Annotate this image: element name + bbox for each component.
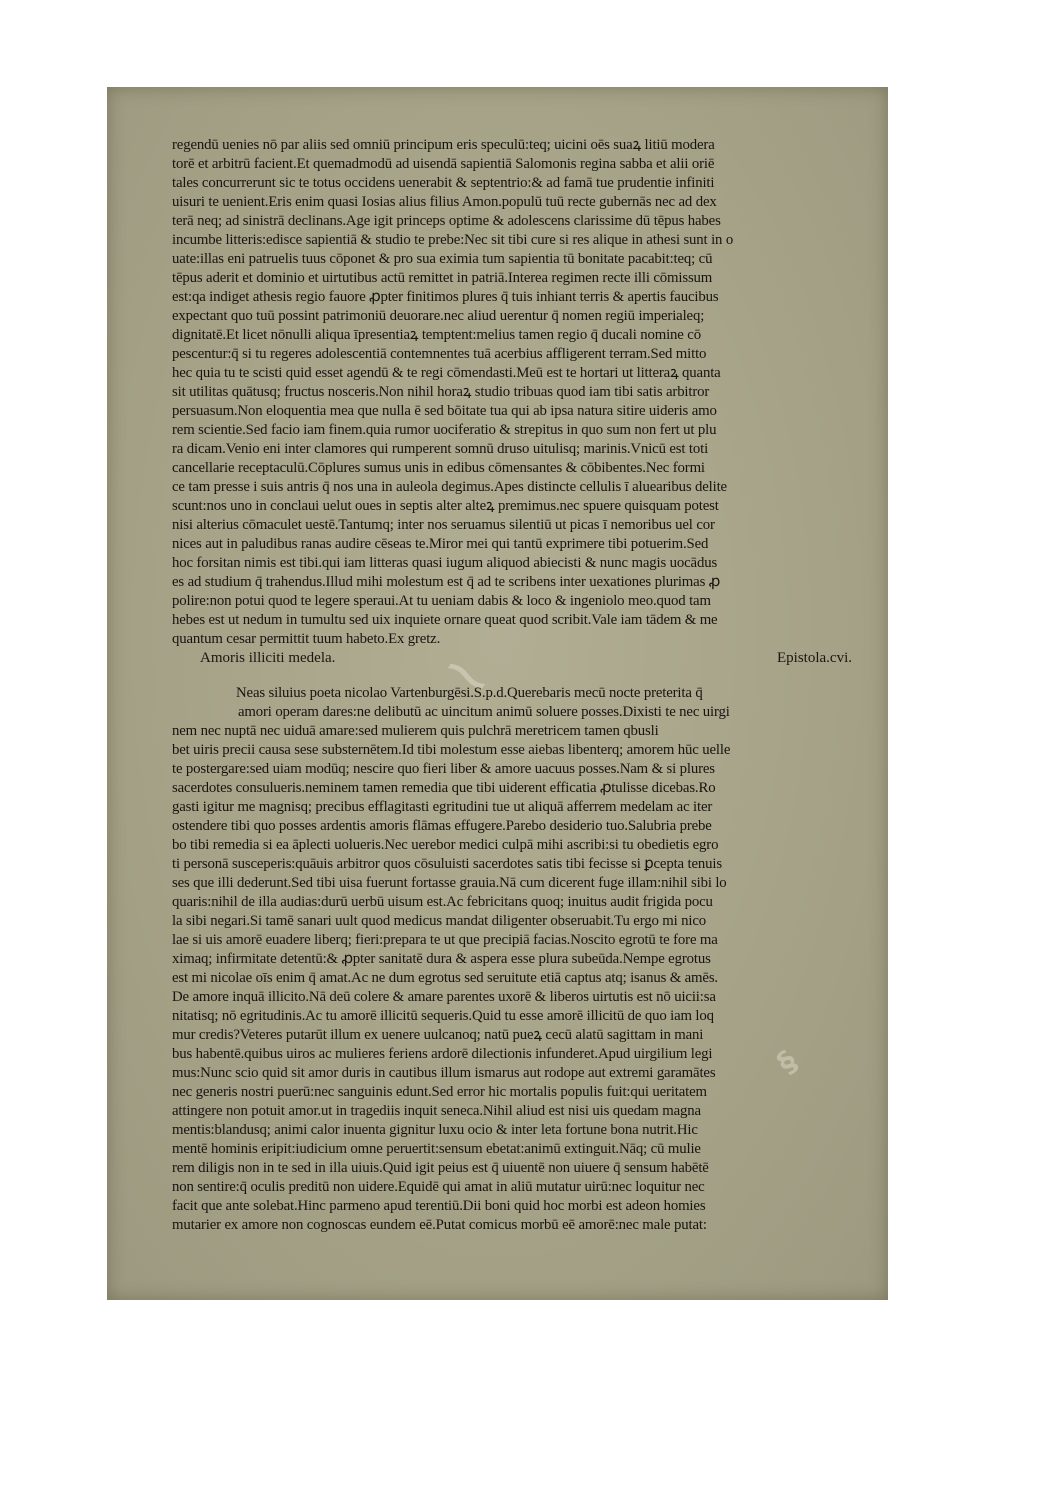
text-line: nisi alterius cōmaculet uestē.Tantumq; inter nos seruamus silentiū ut picas ī nemoribus uel cor <box>172 517 715 533</box>
text-line: mur credis?Veteres putarūt illum ex uenere uulcanoq; natū pueꝝ cecū alatū sagittam in mani <box>172 1027 704 1043</box>
epistle-number: Epistola.cvi. <box>777 650 852 666</box>
text-line: mentis:blandusq; animi calor inuenta gignitur luxu ocio & inter leta fortune bona nutrit.Hic <box>172 1122 698 1138</box>
text-line: pescentur:q̄ si tu regeres adolescentiā contemnentes tuā acerbius affligerent terram.Sed mitto <box>172 346 707 362</box>
text-line: cancellarie receptaculū.Cōplures sumus unis in edibus cōmensantes & cōbibentes.Nec formi <box>172 460 705 476</box>
text-line: tēpus aderit et dominio et uirtutibus actū remittet in patriā.Interea regimen recte illi cōmissum <box>172 270 713 286</box>
text-line: rem scientie.Sed facio iam finem.quia rumor uociferatio & strepitus in quo sum non fert ut plu <box>172 422 717 438</box>
text-line: attingere non potuit amor.ut in tragediis inquit seneca.Nihil aliud est nisi uis quedam magna <box>172 1103 701 1119</box>
text-line: expectant quo tuū possint patrimoniū deuorare.nec aliud uerentur q̄ nomen regiū imperialeq; <box>172 308 705 324</box>
text-line: bus habentē.quibus uiros ac mulieres feriens ardorē dilectionis infunderet.Apud uirgilium legi <box>172 1046 713 1062</box>
text-line: uisuri te uenient.Eris enim quasi Iosias alius filius Amon.populū tuū recte gubernās nec ad dex <box>172 194 717 210</box>
text-line: De amore inquā illicito.Nā deū colere & amare parentes uxorē & liberos uirtutis est nō uicii:sa <box>172 989 716 1005</box>
text-line: bo tibi remedia si ea āplecti uolueris.Nec uerebor medici culpā mihi ascribi:si tu obedietis egro <box>172 837 719 853</box>
text-line: quantum cesar permittit tuum habeto.Ex gretz. <box>172 631 441 647</box>
text-line: facit que ante solebat.Hinc parmeno apud terentiū.Dii boni quid hoc morbi est adeon homies <box>172 1198 706 1214</box>
library-stamp-mark: ⁓ <box>434 641 500 710</box>
text-line: scunt:nos uno in conclaui uelut oues in septis alter alteꝝ premimus.nec spuere quisquam potest <box>172 498 719 514</box>
text-line: regendū uenies nō par aliis sed omniū principum eris speculū:teq; uicini oēs suaꝝ litiū modera <box>172 137 715 153</box>
text-line: terā neq; ad sinistrā declinans.Age igit princeps optime & adolescens clarissime dū tēpus habes <box>172 213 721 229</box>
text-line: nitatisq; nō egritudinis.Ac tu amorē illicitū sequeris.Quid tu esse amorē illicitū de quo iam loq <box>172 1008 714 1024</box>
text-line: incumbe litteris:edisce sapientiā & studio te prebe:Nec sit tibi cure si res alique in athesi sunt in o <box>172 232 734 248</box>
library-stamp-mark-2: § <box>770 1044 805 1081</box>
text-line: lae si uis amorē euadere liberq; fieri:prepara te ut que precipiā facias.Noscito egrotū te fore ma <box>172 932 718 948</box>
text-line: nices aut in paludibus ranas audire cēseas te.Miror mei qui tantū exprimere tibi potuerim.Sed <box>172 536 709 552</box>
epistle-continuation-text <box>172 136 852 649</box>
text-line: ce tam presse i suis antris q̄ nos una in auleola degimus.Apes distincte cellulis ī aluearibus delite <box>172 479 727 495</box>
text-line: ostendere tibi quo posses ardentis amoris flāmas effugere.Parebo desiderio tuo.Salubria prebe <box>172 818 712 834</box>
text-line: amori operam dares:ne delibutū ac uincitum animū soluere posses.Dixisti te nec uirgi <box>238 704 730 720</box>
text-line: Neas siluius poeta nicolao Vartenburgēsi.S.p.d.Querebaris mecū nocte preterita q̄ <box>236 685 703 701</box>
text-line: non sentire:q̄ oculis preditū non uidere.Equidē qui amat in aliū mutatur uirū:nec loquitur nec <box>172 1179 705 1195</box>
text-line: sacerdotes consulueris.neminem tamen remedia que tibi uiderent efficatia ꝓtulisse dicebas.Ro <box>172 780 716 796</box>
text-line: mus:Nunc scio quid sit amor duris in cautibus illum ismarus aut rodope aut extremi garamātes <box>172 1065 716 1081</box>
text-line: sit utilitas quātusq; fructus nosceris.Non nihil horaꝝ studio tribuas quod iam tibi satis arbitror <box>172 384 710 400</box>
text-line: la sibi negari.Si tamē sanari uult quod medicus mandat diligenter obseruabit.Tu ergo mi nico <box>172 913 706 929</box>
text-line: te postergare:sed uiam modūq; nescire quo fieri liber & amore uacuus posses.Nam & si plures <box>172 761 715 777</box>
text-line: gasti igitur me magnisq; precibus efflagitasti egritudini tue ut aliquā afferrem medelam ac iter <box>172 799 713 815</box>
epistle-title: Amoris illiciti medela. <box>200 650 336 666</box>
text-line: polire:non potui quod te legere speraui.At tu ueniam dabis & loco & ingeniolo meo.quod tam <box>172 593 711 609</box>
text-line: uate:illas eni patruelis tuus cōponet & pro sua eximia tum sapientia tū bonitate pacabit:teq; cū <box>172 251 713 267</box>
text-line: bet uiris precii causa sese substernētem.Id tibi molestum esse aiebas libenterq; amorem hūc uelle <box>172 742 731 758</box>
text-line: nec generis nostri puerū:nec sanguinis edunt.Sed error hic mortalis populis fuit:qui ueritatem <box>172 1084 707 1100</box>
text-line: quaris:nihil de illa audias:durū uerbū uisum est.Ac febricitans quoq; inuitus audit frigida pocu <box>172 894 713 910</box>
text-line: tales concurrerunt sic te totus occidens uenerabit & septentrio:& ad famā tue prudentie infiniti <box>172 175 715 191</box>
text-line: est:qa indiget athesis regio fauore ꝓpter finitimos plures q̄ tuis inhiant terris & apertis faucibus <box>172 289 719 305</box>
text-line: rem diligis non in te sed in illa uiuis.Quid igit peius est q̄ uiuentē non uiuere q̄ sensum habētē <box>172 1160 709 1176</box>
text-line: dignitatē.Et licet nōnulli aliqua īpresentiaꝝ temptent:melius tamen regio q̄ ducali nomine cō <box>172 327 701 343</box>
epistle-cvi-text <box>172 684 852 1235</box>
text-line: mutarier ex amore non cognoscas eundem eē.Putat comicus morbū eē amorē:nec male putat: <box>172 1217 707 1233</box>
text-line: est mi nicolae oīs enim q̄ amat.Ac ne dum egrotus sed seruitute etiā captus atq; isanus & amēs. <box>172 970 718 986</box>
text-line: nem nec nuptā nec uiduā amare:sed mulierem quis pulchrā meretricem tamen qbusli <box>172 723 659 739</box>
text-line: persuasum.Non eloquentia mea que nulla ē sed bōitate tua qui ab ipsa natura sitire uideris amo <box>172 403 717 419</box>
text-line: ra dicam.Venio eni inter clamores qui rumperent somnū druso uitulisq; marinis.Vnicū est toti <box>172 441 709 457</box>
text-line: hoc forsitan nimis est tibi.qui iam litteras quasi iugum aliquod abiecisti & nunc magis uocādus <box>172 555 718 571</box>
text-line: hec quia tu te scisti quid esset agendū & te regi cōmendasti.Meū est te hortari ut litteraꝝ quanta <box>172 365 721 381</box>
text-line: ti personā susceperis:quāuis arbitror quos cōsuluisti sacerdotes satis tibi fecisse si ꝑcepta tenuis <box>172 856 722 872</box>
text-line: ximaq; infirmitate detentū:& ꝓpter sanitatē dura & aspera esse plura subeūda.Nempe egrotus <box>172 951 711 967</box>
text-line: es ad studium q̄ trahendus.Illud mihi molestum est q̄ ad te scribens inter uexationes plurimas ꝓ <box>172 574 721 590</box>
text-line: mentē hominis eripit:iudicium omne peruertit:sensum ebetat:animū extinguit.Nāq; cū mulie <box>172 1141 701 1157</box>
text-line: ses que illi dederunt.Sed tibi uisa fuerunt fortasse grauia.Nā cum dicerent fuge illam:nihil sibi lo <box>172 875 727 891</box>
text-line: hebes est ut nedum in tumultu sed uix inquiete ornare queat quod scribit.Vale iam tādem & me <box>172 612 718 628</box>
epistle-heading <box>200 648 852 668</box>
text-line: torē et arbitrū facient.Et quemadmodū ad uisendā sapientiā Salomonis regina sabba et alii oriē <box>172 156 715 172</box>
